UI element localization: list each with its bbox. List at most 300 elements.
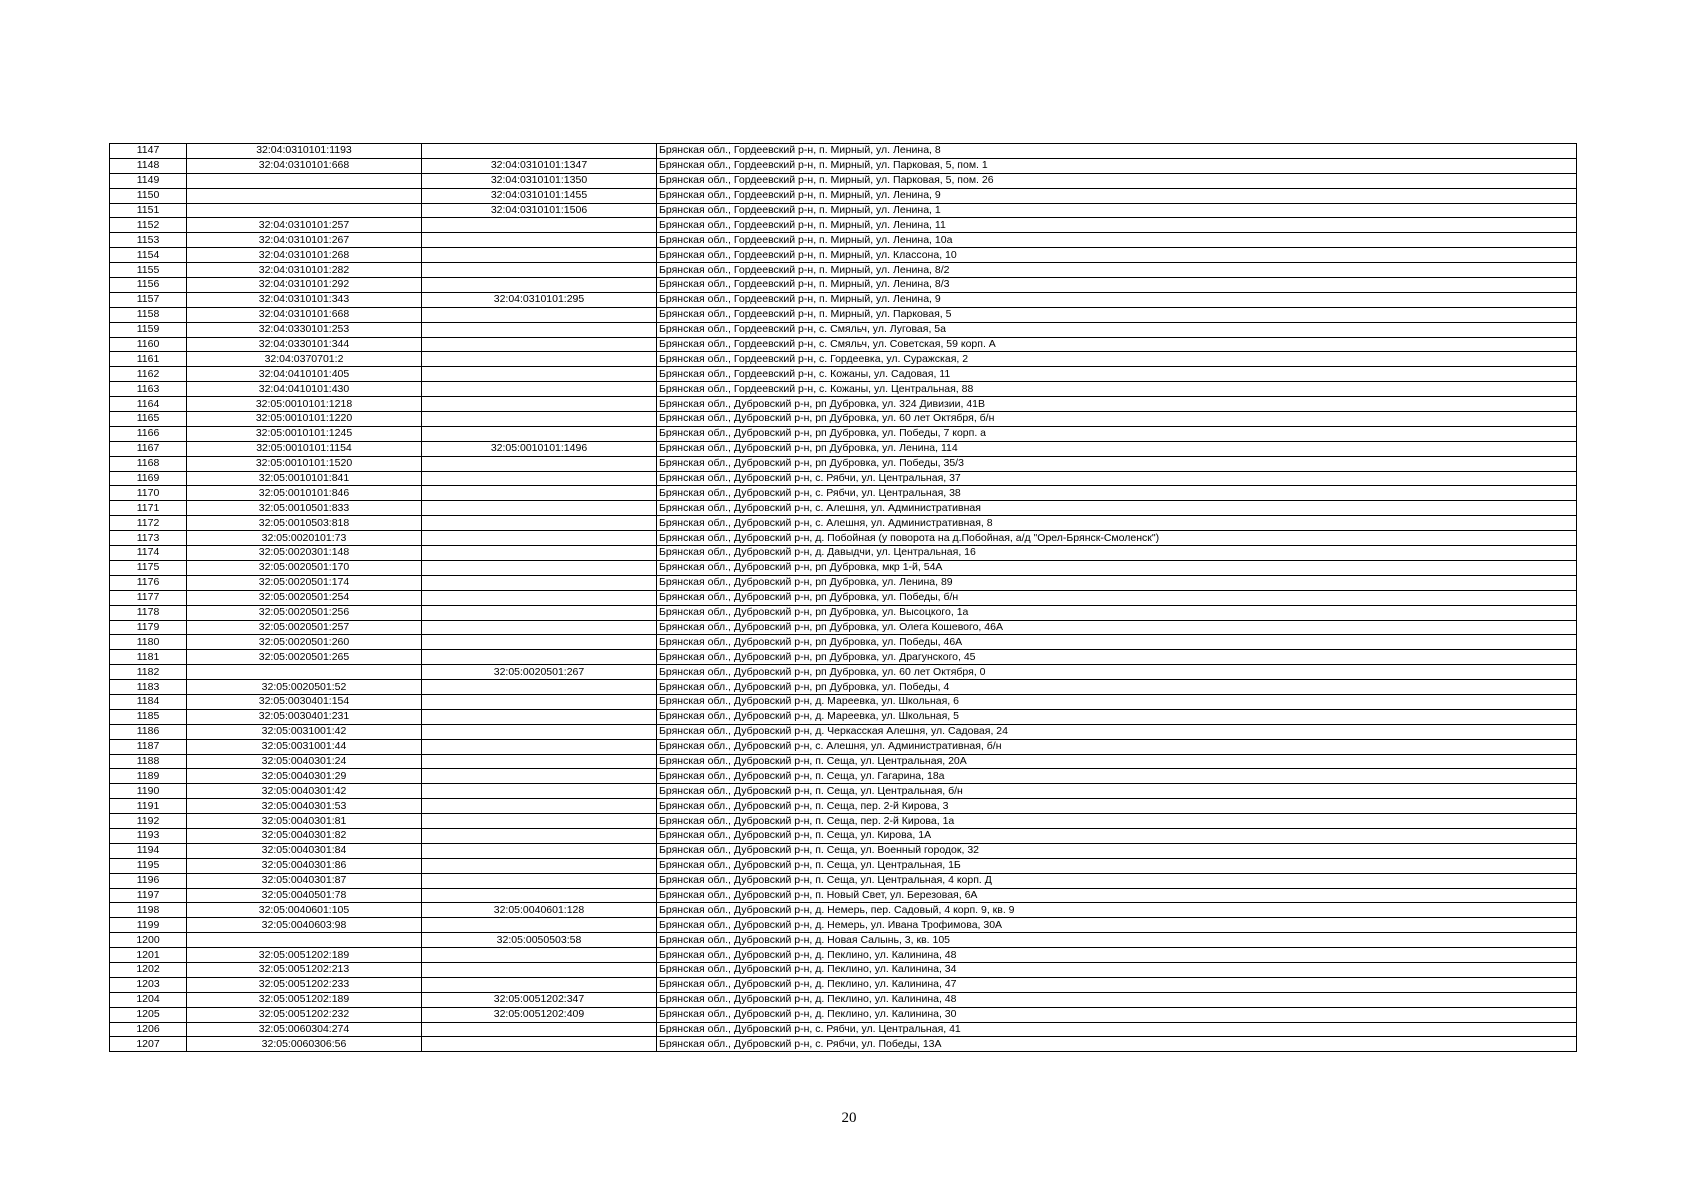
table-row xyxy=(110,158,1577,173)
address-cell: Брянская обл., Дубровский р-н, рп Дубровка, ул. Ленина, 114 xyxy=(657,441,1577,456)
related-cadastral-number-cell: 32:04:0310101:1350 xyxy=(422,173,657,188)
address-cell: Брянская обл., Дубровский р-н, д. Пеклино, ул. Калинина, 30 xyxy=(657,1007,1577,1022)
address-cell: Брянская обл., Дубровский р-н, рп Дубровка, ул. Олега Кошевого, 46А xyxy=(657,620,1577,635)
cadastral-number-cell xyxy=(187,173,422,188)
row-number-cell: 1196 xyxy=(110,873,187,888)
address-cell: Брянская обл., Дубровский р-н, с. Алешня, ул. Административная xyxy=(657,501,1577,516)
related-cadastral-number-cell xyxy=(422,307,657,322)
cadastral-number-cell: 32:05:0060304:274 xyxy=(187,1022,422,1037)
table-row xyxy=(110,322,1577,337)
address-cell: Брянская обл., Дубровский р-н, с. Рябчи, ул. Победы, 13А xyxy=(657,1037,1577,1052)
row-number-cell: 1169 xyxy=(110,471,187,486)
table-row xyxy=(110,471,1577,486)
address-cell: Брянская обл., Дубровский р-н, д. Пеклино, ул. Калинина, 47 xyxy=(657,977,1577,992)
row-number-cell: 1189 xyxy=(110,769,187,784)
row-number-cell: 1172 xyxy=(110,516,187,531)
related-cadastral-number-cell xyxy=(422,680,657,695)
cadastral-number-cell: 32:05:0040301:81 xyxy=(187,814,422,829)
related-cadastral-number-cell xyxy=(422,560,657,575)
related-cadastral-number-cell xyxy=(422,918,657,933)
related-cadastral-number-cell: 32:05:0050503:58 xyxy=(422,933,657,948)
address-cell: Брянская обл., Дубровский р-н, рп Дубровка, ул. Победы, 35/3 xyxy=(657,456,1577,471)
address-cell: Брянская обл., Дубровский р-н, рп Дубровка, ул. Высоцкого, 1а xyxy=(657,605,1577,620)
address-cell: Брянская обл., Дубровский р-н, д. Пеклино, ул. Калинина, 48 xyxy=(657,948,1577,963)
related-cadastral-number-cell: 32:05:0020501:267 xyxy=(422,665,657,680)
table-row xyxy=(110,694,1577,709)
related-cadastral-number-cell xyxy=(422,814,657,829)
table-row xyxy=(110,456,1577,471)
related-cadastral-number-cell xyxy=(422,962,657,977)
row-number-cell: 1186 xyxy=(110,724,187,739)
row-number-cell: 1151 xyxy=(110,203,187,218)
row-number-cell: 1153 xyxy=(110,233,187,248)
row-number-cell: 1194 xyxy=(110,843,187,858)
related-cadastral-number-cell: 32:04:0310101:1347 xyxy=(422,158,657,173)
table-row xyxy=(110,412,1577,427)
address-cell: Брянская обл., Дубровский р-н, с. Рябчи, ул. Центральная, 38 xyxy=(657,486,1577,501)
address-cell: Брянская обл., Дубровский р-н, п. Сеща, ул. Гагарина, 18а xyxy=(657,769,1577,784)
related-cadastral-number-cell xyxy=(422,382,657,397)
row-number-cell: 1154 xyxy=(110,248,187,263)
table-row xyxy=(110,426,1577,441)
address-cell: Брянская обл., Гордеевский р-н, п. Мирный, ул. Ленина, 11 xyxy=(657,218,1577,233)
related-cadastral-number-cell xyxy=(422,784,657,799)
cadastral-number-cell: 32:05:0040301:84 xyxy=(187,843,422,858)
table-row xyxy=(110,1022,1577,1037)
related-cadastral-number-cell xyxy=(422,367,657,382)
table-row xyxy=(110,665,1577,680)
related-cadastral-number-cell xyxy=(422,352,657,367)
cadastral-number-cell: 32:05:0020501:256 xyxy=(187,605,422,620)
cadastral-number-cell: 32:05:0010101:1220 xyxy=(187,412,422,427)
related-cadastral-number-cell xyxy=(422,858,657,873)
cadastral-number-cell: 32:05:0030401:154 xyxy=(187,694,422,709)
cadastral-number-cell: 32:05:0010503:818 xyxy=(187,516,422,531)
related-cadastral-number-cell: 32:04:0310101:295 xyxy=(422,292,657,307)
table-row xyxy=(110,650,1577,665)
address-cell: Брянская обл., Дубровский р-н, п. Сеща, пер. 2-й Кирова, 1а xyxy=(657,814,1577,829)
row-number-cell: 1176 xyxy=(110,575,187,590)
address-cell: Брянская обл., Дубровский р-н, п. Новый Свет, ул. Березовая, 6А xyxy=(657,888,1577,903)
cadastral-number-cell: 32:05:0051202:189 xyxy=(187,948,422,963)
table-row xyxy=(110,977,1577,992)
cadastral-number-cell: 32:05:0040301:86 xyxy=(187,858,422,873)
related-cadastral-number-cell xyxy=(422,709,657,724)
table-row xyxy=(110,620,1577,635)
address-cell: Брянская обл., Дубровский р-н, рп Дубровка, ул. Драгунского, 45 xyxy=(657,650,1577,665)
row-number-cell: 1200 xyxy=(110,933,187,948)
table-row xyxy=(110,1007,1577,1022)
row-number-cell: 1197 xyxy=(110,888,187,903)
address-cell: Брянская обл., Дубровский р-н, п. Сеща, ул. Военный городок, 32 xyxy=(657,843,1577,858)
address-cell: Брянская обл., Гордеевский р-н, п. Мирный, ул. Ленина, 10а xyxy=(657,233,1577,248)
table-row xyxy=(110,948,1577,963)
table-row xyxy=(110,560,1577,575)
address-cell: Брянская обл., Гордеевский р-н, п. Мирный, ул. Ленина, 8/3 xyxy=(657,278,1577,293)
cadastral-number-cell: 32:05:0010101:1154 xyxy=(187,441,422,456)
table-row xyxy=(110,739,1577,754)
related-cadastral-number-cell xyxy=(422,843,657,858)
row-number-cell: 1202 xyxy=(110,962,187,977)
table-row xyxy=(110,278,1577,293)
address-cell: Брянская обл., Дубровский р-н, рп Дубровка, ул. 324 Дивизии, 41В xyxy=(657,397,1577,412)
address-cell: Брянская обл., Дубровский р-н, с. Алешня, ул. Административная, 8 xyxy=(657,516,1577,531)
page-number: 20 xyxy=(841,1110,857,1126)
cadastral-number-cell: 32:05:0040301:82 xyxy=(187,828,422,843)
table-row xyxy=(110,337,1577,352)
cadastral-number-cell: 32:05:0051202:233 xyxy=(187,977,422,992)
table-row xyxy=(110,709,1577,724)
related-cadastral-number-cell: 32:05:0040601:128 xyxy=(422,903,657,918)
row-number-cell: 1174 xyxy=(110,546,187,561)
table-row xyxy=(110,144,1577,159)
table-row xyxy=(110,173,1577,188)
cadastral-number-cell: 32:04:0310101:343 xyxy=(187,292,422,307)
table-row xyxy=(110,1037,1577,1052)
address-cell: Брянская обл., Дубровский р-н, с. Рябчи, ул. Центральная, 37 xyxy=(657,471,1577,486)
row-number-cell: 1190 xyxy=(110,784,187,799)
related-cadastral-number-cell xyxy=(422,948,657,963)
cadastral-number-cell: 32:05:0051202:213 xyxy=(187,962,422,977)
address-cell: Брянская обл., Дубровский р-н, п. Сеща, ул. Центральная, б/н xyxy=(657,784,1577,799)
address-cell: Брянская обл., Гордеевский р-н, с. Кожаны, ул. Центральная, 88 xyxy=(657,382,1577,397)
row-number-cell: 1159 xyxy=(110,322,187,337)
related-cadastral-number-cell xyxy=(422,1037,657,1052)
row-number-cell: 1205 xyxy=(110,1007,187,1022)
address-cell: Брянская обл., Дубровский р-н, рп Дубровка, ул. Победы, 46А xyxy=(657,635,1577,650)
related-cadastral-number-cell xyxy=(422,278,657,293)
row-number-cell: 1170 xyxy=(110,486,187,501)
address-cell: Брянская обл., Дубровский р-н, рп Дубровка, ул. Победы, 4 xyxy=(657,680,1577,695)
related-cadastral-number-cell xyxy=(422,233,657,248)
cadastral-number-cell: 32:05:0020501:170 xyxy=(187,560,422,575)
cadastral-number-cell: 32:05:0051202:189 xyxy=(187,992,422,1007)
cadastral-number-cell: 32:05:0020101:73 xyxy=(187,531,422,546)
table-row xyxy=(110,263,1577,278)
related-cadastral-number-cell xyxy=(422,828,657,843)
cadastral-number-cell: 32:05:0040301:87 xyxy=(187,873,422,888)
table-row xyxy=(110,382,1577,397)
table-row xyxy=(110,858,1577,873)
address-cell: Брянская обл., Гордеевский р-н, п. Мирный, ул. Классона, 10 xyxy=(657,248,1577,263)
related-cadastral-number-cell xyxy=(422,218,657,233)
address-cell: Брянская обл., Дубровский р-н, рп Дубровка, ул. Победы, 7 корп. а xyxy=(657,426,1577,441)
row-number-cell: 1165 xyxy=(110,412,187,427)
address-cell: Брянская обл., Дубровский р-н, д. Мареевка, ул. Школьная, 6 xyxy=(657,694,1577,709)
row-number-cell: 1171 xyxy=(110,501,187,516)
table-row xyxy=(110,784,1577,799)
cadastral-number-cell: 32:05:0040301:42 xyxy=(187,784,422,799)
registry-table xyxy=(109,143,1577,1052)
address-cell: Брянская обл., Гордеевский р-н, п. Мирный, ул. Парковая, 5, пом. 26 xyxy=(657,173,1577,188)
cadastral-number-cell: 32:04:0330101:253 xyxy=(187,322,422,337)
related-cadastral-number-cell xyxy=(422,620,657,635)
row-number-cell: 1150 xyxy=(110,188,187,203)
row-number-cell: 1198 xyxy=(110,903,187,918)
table-row xyxy=(110,352,1577,367)
address-cell: Брянская обл., Гордеевский р-н, п. Мирный, ул. Парковая, 5, пом. 1 xyxy=(657,158,1577,173)
table-row xyxy=(110,769,1577,784)
related-cadastral-number-cell xyxy=(422,650,657,665)
cadastral-number-cell: 32:05:0010101:1520 xyxy=(187,456,422,471)
related-cadastral-number-cell xyxy=(422,456,657,471)
related-cadastral-number-cell xyxy=(422,873,657,888)
related-cadastral-number-cell xyxy=(422,144,657,159)
document-page xyxy=(109,143,1577,1052)
related-cadastral-number-cell xyxy=(422,501,657,516)
address-cell: Брянская обл., Дубровский р-н, с. Рябчи, ул. Центральная, 41 xyxy=(657,1022,1577,1037)
row-number-cell: 1160 xyxy=(110,337,187,352)
address-cell: Брянская обл., Дубровский р-н, п. Сеща, ул. Кирова, 1А xyxy=(657,828,1577,843)
cadastral-number-cell xyxy=(187,188,422,203)
table-row xyxy=(110,516,1577,531)
related-cadastral-number-cell xyxy=(422,337,657,352)
related-cadastral-number-cell xyxy=(422,575,657,590)
table-row xyxy=(110,903,1577,918)
related-cadastral-number-cell xyxy=(422,248,657,263)
address-cell: Брянская обл., Гордеевский р-н, п. Мирный, ул. Ленина, 9 xyxy=(657,188,1577,203)
table-row xyxy=(110,590,1577,605)
address-cell: Брянская обл., Дубровский р-н, рп Дубровка, ул. Ленина, 89 xyxy=(657,575,1577,590)
row-number-cell: 1201 xyxy=(110,948,187,963)
table-row xyxy=(110,248,1577,263)
related-cadastral-number-cell: 32:05:0051202:409 xyxy=(422,1007,657,1022)
table-row xyxy=(110,888,1577,903)
cadastral-number-cell: 32:05:0010101:841 xyxy=(187,471,422,486)
table-row xyxy=(110,754,1577,769)
row-number-cell: 1204 xyxy=(110,992,187,1007)
row-number-cell: 1168 xyxy=(110,456,187,471)
cadastral-number-cell: 32:05:0020501:260 xyxy=(187,635,422,650)
row-number-cell: 1156 xyxy=(110,278,187,293)
address-cell: Брянская обл., Гордеевский р-н, п. Мирный, ул. Ленина, 1 xyxy=(657,203,1577,218)
cadastral-number-cell: 32:04:0310101:282 xyxy=(187,263,422,278)
row-number-cell: 1187 xyxy=(110,739,187,754)
cadastral-number-cell: 32:04:0310101:668 xyxy=(187,158,422,173)
cadastral-number-cell: 32:05:0040603:98 xyxy=(187,918,422,933)
row-number-cell: 1183 xyxy=(110,680,187,695)
related-cadastral-number-cell xyxy=(422,799,657,814)
table-row xyxy=(110,397,1577,412)
table-row xyxy=(110,724,1577,739)
related-cadastral-number-cell xyxy=(422,754,657,769)
table-row xyxy=(110,933,1577,948)
row-number-cell: 1182 xyxy=(110,665,187,680)
related-cadastral-number-cell xyxy=(422,888,657,903)
address-cell: Брянская обл., Дубровский р-н, д. Пеклино, ул. Калинина, 48 xyxy=(657,992,1577,1007)
cadastral-number-cell xyxy=(187,665,422,680)
row-number-cell: 1180 xyxy=(110,635,187,650)
address-cell: Брянская обл., Дубровский р-н, д. Новая Салынь, 3, кв. 105 xyxy=(657,933,1577,948)
address-cell: Брянская обл., Дубровский р-н, д. Давыдчи, ул. Центральная, 16 xyxy=(657,546,1577,561)
cadastral-number-cell xyxy=(187,203,422,218)
address-cell: Брянская обл., Гордеевский р-н, с. Смяльч, ул. Луговая, 5а xyxy=(657,322,1577,337)
address-cell: Брянская обл., Дубровский р-н, д. Побойная (у поворота на д.Побойная, а/д "Орел-Брянск-Смоленск") xyxy=(657,531,1577,546)
address-cell: Брянская обл., Дубровский р-н, д. Немерь, пер. Садовый, 4 корп. 9, кв. 9 xyxy=(657,903,1577,918)
address-cell: Брянская обл., Дубровский р-н, п. Сеща, ул. Центральная, 20А xyxy=(657,754,1577,769)
row-number-cell: 1147 xyxy=(110,144,187,159)
address-cell: Брянская обл., Гордеевский р-н, п. Мирный, ул. Ленина, 8 xyxy=(657,144,1577,159)
related-cadastral-number-cell xyxy=(422,486,657,501)
address-cell: Брянская обл., Дубровский р-н, рп Дубровка, ул. 60 лет Октября, б/н xyxy=(657,412,1577,427)
cadastral-number-cell: 32:04:0310101:292 xyxy=(187,278,422,293)
address-cell: Брянская обл., Дубровский р-н, с. Алешня, ул. Административная, б/н xyxy=(657,739,1577,754)
cadastral-number-cell: 32:05:0031001:42 xyxy=(187,724,422,739)
address-cell: Брянская обл., Дубровский р-н, д. Немерь, ул. Ивана Трофимова, 30А xyxy=(657,918,1577,933)
address-cell: Брянская обл., Дубровский р-н, п. Сеща, пер. 2-й Кирова, 3 xyxy=(657,799,1577,814)
row-number-cell: 1166 xyxy=(110,426,187,441)
row-number-cell: 1178 xyxy=(110,605,187,620)
row-number-cell: 1175 xyxy=(110,560,187,575)
table-row xyxy=(110,486,1577,501)
cadastral-number-cell: 32:05:0020501:257 xyxy=(187,620,422,635)
related-cadastral-number-cell xyxy=(422,412,657,427)
table-row xyxy=(110,292,1577,307)
related-cadastral-number-cell xyxy=(422,546,657,561)
row-number-cell: 1203 xyxy=(110,977,187,992)
cadastral-number-cell: 32:05:0040301:53 xyxy=(187,799,422,814)
related-cadastral-number-cell: 32:04:0310101:1506 xyxy=(422,203,657,218)
related-cadastral-number-cell xyxy=(422,397,657,412)
row-number-cell: 1164 xyxy=(110,397,187,412)
row-number-cell: 1192 xyxy=(110,814,187,829)
table-row xyxy=(110,992,1577,1007)
related-cadastral-number-cell: 32:04:0310101:1455 xyxy=(422,188,657,203)
row-number-cell: 1155 xyxy=(110,263,187,278)
cadastral-number-cell: 32:05:0040501:78 xyxy=(187,888,422,903)
related-cadastral-number-cell xyxy=(422,977,657,992)
row-number-cell: 1148 xyxy=(110,158,187,173)
related-cadastral-number-cell xyxy=(422,471,657,486)
cadastral-number-cell: 32:05:0051202:232 xyxy=(187,1007,422,1022)
cadastral-number-cell: 32:05:0031001:44 xyxy=(187,739,422,754)
row-number-cell: 1158 xyxy=(110,307,187,322)
related-cadastral-number-cell xyxy=(422,590,657,605)
related-cadastral-number-cell xyxy=(422,694,657,709)
related-cadastral-number-cell: 32:05:0010101:1496 xyxy=(422,441,657,456)
table-row xyxy=(110,307,1577,322)
cadastral-number-cell: 32:04:0410101:405 xyxy=(187,367,422,382)
row-number-cell: 1181 xyxy=(110,650,187,665)
address-cell: Брянская обл., Гордеевский р-н, с. Гордеевка, ул. Суражская, 2 xyxy=(657,352,1577,367)
row-number-cell: 1161 xyxy=(110,352,187,367)
related-cadastral-number-cell xyxy=(422,1022,657,1037)
cadastral-number-cell: 32:05:0010101:846 xyxy=(187,486,422,501)
table-row xyxy=(110,441,1577,456)
cadastral-number-cell: 32:04:0310101:267 xyxy=(187,233,422,248)
cadastral-number-cell: 32:05:0040301:29 xyxy=(187,769,422,784)
table-row xyxy=(110,501,1577,516)
table-row xyxy=(110,918,1577,933)
address-cell: Брянская обл., Гордеевский р-н, с. Смяльч, ул. Советская, 59 корп. А xyxy=(657,337,1577,352)
row-number-cell: 1185 xyxy=(110,709,187,724)
row-number-cell: 1206 xyxy=(110,1022,187,1037)
cadastral-number-cell: 32:05:0040601:105 xyxy=(187,903,422,918)
cadastral-number-cell: 32:04:0310101:268 xyxy=(187,248,422,263)
address-cell: Брянская обл., Дубровский р-н, д. Черкасская Алешня, ул. Садовая, 24 xyxy=(657,724,1577,739)
address-cell: Брянская обл., Гордеевский р-н, п. Мирный, ул. Ленина, 8/2 xyxy=(657,263,1577,278)
cadastral-number-cell: 32:04:0330101:344 xyxy=(187,337,422,352)
cadastral-number-cell: 32:05:0020501:254 xyxy=(187,590,422,605)
table-row xyxy=(110,575,1577,590)
cadastral-number-cell: 32:04:0410101:430 xyxy=(187,382,422,397)
table-row xyxy=(110,635,1577,650)
cadastral-number-cell xyxy=(187,933,422,948)
address-cell: Брянская обл., Дубровский р-н, д. Мареевка, ул. Школьная, 5 xyxy=(657,709,1577,724)
related-cadastral-number-cell xyxy=(422,739,657,754)
cadastral-number-cell: 32:05:0010101:1245 xyxy=(187,426,422,441)
address-cell: Брянская обл., Дубровский р-н, рп Дубровка, ул. 60 лет Октября, 0 xyxy=(657,665,1577,680)
row-number-cell: 1163 xyxy=(110,382,187,397)
related-cadastral-number-cell xyxy=(422,322,657,337)
address-cell: Брянская обл., Дубровский р-н, д. Пеклино, ул. Калинина, 34 xyxy=(657,962,1577,977)
cadastral-number-cell: 32:04:0310101:257 xyxy=(187,218,422,233)
related-cadastral-number-cell xyxy=(422,516,657,531)
address-cell: Брянская обл., Гордеевский р-н, с. Кожаны, ул. Садовая, 11 xyxy=(657,367,1577,382)
related-cadastral-number-cell xyxy=(422,426,657,441)
table-row xyxy=(110,531,1577,546)
related-cadastral-number-cell xyxy=(422,724,657,739)
table-row xyxy=(110,828,1577,843)
row-number-cell: 1157 xyxy=(110,292,187,307)
table-row xyxy=(110,546,1577,561)
row-number-cell: 1173 xyxy=(110,531,187,546)
cadastral-number-cell: 32:05:0020501:265 xyxy=(187,650,422,665)
cadastral-number-cell: 32:05:0060306:56 xyxy=(187,1037,422,1052)
related-cadastral-number-cell xyxy=(422,605,657,620)
table-row xyxy=(110,367,1577,382)
row-number-cell: 1184 xyxy=(110,694,187,709)
row-number-cell: 1193 xyxy=(110,828,187,843)
cadastral-number-cell: 32:05:0030401:231 xyxy=(187,709,422,724)
table-row xyxy=(110,873,1577,888)
address-cell: Брянская обл., Дубровский р-н, рп Дубровка, ул. Победы, б/н xyxy=(657,590,1577,605)
row-number-cell: 1188 xyxy=(110,754,187,769)
row-number-cell: 1149 xyxy=(110,173,187,188)
related-cadastral-number-cell xyxy=(422,635,657,650)
cadastral-number-cell: 32:04:0370701:2 xyxy=(187,352,422,367)
related-cadastral-number-cell xyxy=(422,263,657,278)
cadastral-number-cell: 32:05:0010101:1218 xyxy=(187,397,422,412)
cadastral-number-cell: 32:05:0020501:52 xyxy=(187,680,422,695)
address-cell: Брянская обл., Дубровский р-н, рп Дубровка, мкр 1-й, 54А xyxy=(657,560,1577,575)
row-number-cell: 1162 xyxy=(110,367,187,382)
cadastral-number-cell: 32:05:0010501:833 xyxy=(187,501,422,516)
row-number-cell: 1177 xyxy=(110,590,187,605)
address-cell: Брянская обл., Дубровский р-н, п. Сеща, ул. Центральная, 1Б xyxy=(657,858,1577,873)
row-number-cell: 1195 xyxy=(110,858,187,873)
related-cadastral-number-cell xyxy=(422,531,657,546)
cadastral-number-cell: 32:05:0020501:174 xyxy=(187,575,422,590)
table-row xyxy=(110,605,1577,620)
table-row xyxy=(110,962,1577,977)
cadastral-number-cell: 32:04:0310101:668 xyxy=(187,307,422,322)
address-cell: Брянская обл., Дубровский р-н, п. Сеща, ул. Центральная, 4 корп. Д xyxy=(657,873,1577,888)
row-number-cell: 1191 xyxy=(110,799,187,814)
row-number-cell: 1152 xyxy=(110,218,187,233)
table-row xyxy=(110,203,1577,218)
table-row xyxy=(110,188,1577,203)
table-row xyxy=(110,814,1577,829)
cadastral-number-cell: 32:05:0020301:148 xyxy=(187,546,422,561)
cadastral-number-cell: 32:04:0310101:1193 xyxy=(187,144,422,159)
related-cadastral-number-cell: 32:05:0051202:347 xyxy=(422,992,657,1007)
row-number-cell: 1167 xyxy=(110,441,187,456)
address-cell: Брянская обл., Гордеевский р-н, п. Мирный, ул. Парковая, 5 xyxy=(657,307,1577,322)
row-number-cell: 1199 xyxy=(110,918,187,933)
table-row xyxy=(110,843,1577,858)
table-row xyxy=(110,233,1577,248)
